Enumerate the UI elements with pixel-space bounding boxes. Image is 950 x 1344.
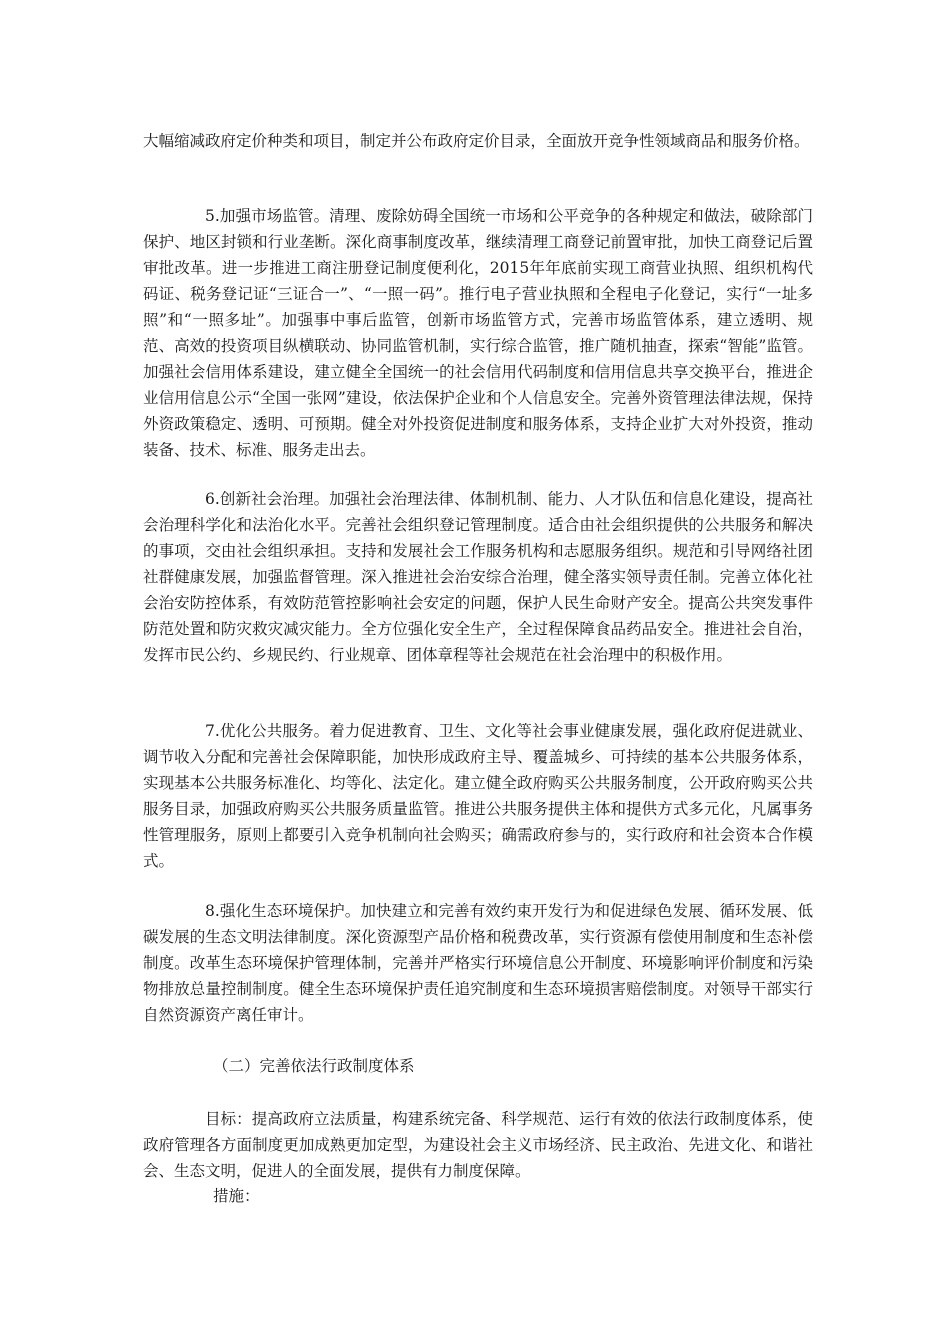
section-heading: （二）完善依法行政制度体系 (213, 1057, 415, 1075)
paragraph-social-governance: 6.创新社会治理。加强社会治理法律、体制机制、能力、人才队伍和信息化建设，提高社会治理科学化和法治化水平。完善社会组织登记管理制度。适合由社会组织提供的公共服务和解决的事项，交由社会组织承担。支持和发展社会工作服务机构和志愿服务组织。规范和引导网络社团社群健康发展，加强监督管理。深入推进社会治安综合治理，健全落实领导责任制。完善立体化社会治安防控体系，有效防范管控影响社会安定的问题，保护人民生命财产安全。提高公共突发事件防范处置和防灾救灾减灾能力。全方位强化安全生产，全过程保障食品药品安全。推进社会自治，发挥市民公约、乡规民约、行业规章、团体章程等社会规范在社会治理中的积极作用。 (143, 490, 813, 664)
paragraph-price-reform: 大幅缩减政府定价种类和项目，制定并公布政府定价目录，全面放开竞争性领域商品和服务价格。 (143, 132, 810, 150)
measures-label: 措施： (213, 1187, 260, 1205)
paragraph-public-service: 7.优化公共服务。着力促进教育、卫生、文化等社会事业健康发展，强化政府促进就业、调节收入分配和完善社会保障职能，加快形成政府主导、覆盖城乡、可持续的基本公共服务体系，实现基本公共服务标准化、均等化、法定化。建立健全政府购买公共服务制度，公开政府购买公共服务目录，加强政府购买公共服务质量监管。推进公共服务提供主体和提供方式多元化，凡属事务性管理服务，原则上都要引入竞争机制向社会购买；确需政府参与的，实行政府和社会资本合作模式。 (143, 722, 813, 870)
paragraph-objective: 目标：提高政府立法质量，构建系统完备、科学规范、运行有效的依法行政制度体系，使政府管理各方面制度更加成熟更加定型，为建设社会主义市场经济、民主政治、先进文化、和谐社会、生态文明，促进人的全面发展，提供有力制度保障。 (143, 1110, 813, 1180)
paragraph-ecological-protection: 8.强化生态环境保护。加快建立和完善有效约束开发行为和促进绿色发展、循环发展、低碳发展的生态文明法律制度。深化资源型产品价格和税费改革，实行资源有偿使用制度和生态补偿制度。改革生态环境保护管理体制，完善并严格实行环境信息公开制度、环境影响评价制度和污染物排放总量控制制度。健全生态环境保护责任追究制度和生态环境损害赔偿制度。对领导干部实行自然资源资产离任审计。 (143, 902, 813, 1024)
paragraph-market-supervision: 5.加强市场监管。清理、废除妨碍全国统一市场和公平竞争的各种规定和做法，破除部门保护、地区封锁和行业垄断。深化商事制度改革，继续清理工商登记前置审批，加快工商登记后置审批改革。进一步推进工商注册登记制度便利化，2015年年底前实现工商营业执照、组织机构代码证、税务登记证“三证合一”、“一照一码”。推行电子营业执照和全程电子化登记，实行“一址多照”和“一照多址”。加强事中事后监管，创新市场监管方式，完善市场监管体系，建立透明、规范、高效的投资项目纵横联动、协同监管机制，实行综合监管，推广随机抽查，探索“智能”监管。加强社会信用体系建设，建立健全全国统一的社会信用代码制度和信用信息共享交换平台，推进企业信用信息公示“全国一张网”建设，依法保护企业和个人信息安全。完善外资管理法律法规，保持外资政策稳定、透明、可预期。健全对外投资促进制度和服务体系，支持企业扩大对外投资，推动装备、技术、标准、服务走出去。 (143, 207, 813, 459)
